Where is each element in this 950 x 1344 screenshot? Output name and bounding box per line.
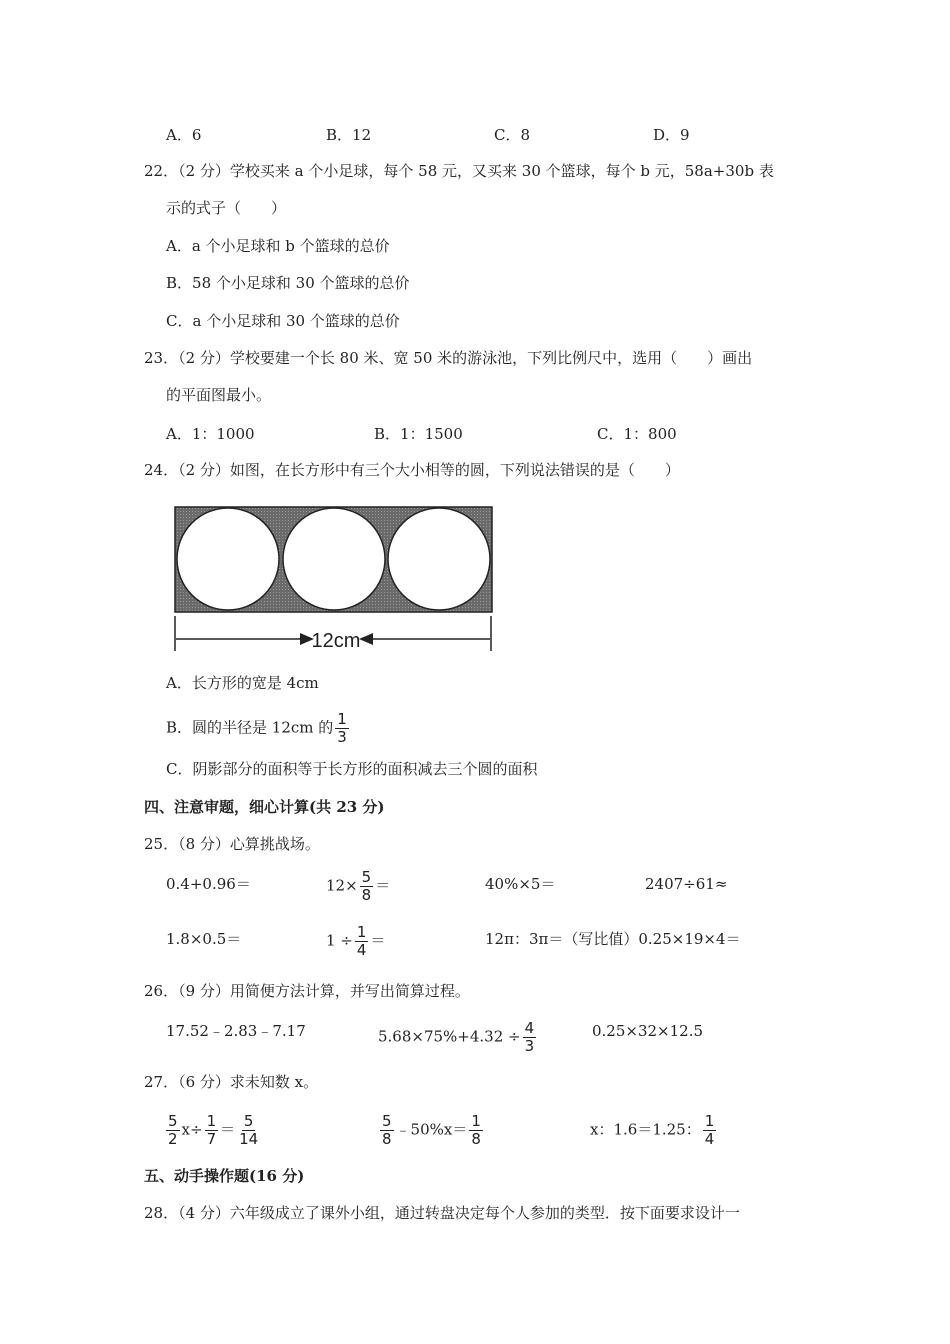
q27-stem: 27．（6 分）求未知数 x。 — [144, 1073, 319, 1091]
figure-width-label: 12cm — [311, 630, 361, 652]
q23-option-a: A．1：1000 — [166, 425, 255, 443]
circle-right — [388, 508, 490, 610]
q23-option-c: C．1：800 — [597, 425, 677, 443]
q22-option-c: C．a 个小足球和 30 个篮球的总价 — [166, 312, 400, 330]
q24-option-b — [166, 712, 351, 745]
q25-r1c4: 2407÷61≈ — [645, 875, 728, 893]
q25-r1c2: 12× $\frac{5}{8}$ ＝ — [326, 868, 391, 904]
q25-r2c2: 1 ÷ $\frac{1}{4}$ ＝ — [326, 923, 386, 959]
q25-stem: 25．（8 分）心算挑战场。 — [144, 835, 320, 853]
q23-stem-line1: 23．（2 分）学校要建一个长 80 米、宽 50 米的游泳池，下列比例尺中，选用（ ）画出 — [144, 349, 753, 367]
q25-r2c3: 12π：3π＝（写比值）0.25×19×4＝ — [485, 930, 741, 948]
q21-option-c: C．8 — [494, 126, 531, 144]
q22-option-a: A．a 个小足球和 b 个篮球的总价 — [166, 237, 390, 255]
q23-stem-line2: 的平面图最小。 — [166, 386, 272, 404]
q25-r2c1: 1.8×0.5＝ — [166, 930, 242, 948]
q23-option-b: B．1：1500 — [374, 425, 463, 443]
circle-middle — [283, 508, 385, 610]
q26-stem: 26．（9 分）用简便方法计算，并写出简算过程。 — [144, 982, 470, 1000]
q24-option-b-text: B．圆的半径是 12cm 的 — [166, 718, 334, 737]
q26-c1: 17.52﹣2.83﹣7.17 — [166, 1022, 306, 1040]
q24-option-c: C．阴影部分的面积等于长方形的面积减去三个圆的面积 — [166, 760, 538, 778]
q21-option-a: A．6 — [166, 126, 202, 144]
q27-eq1: $\frac{5}{2}$ x÷ $\frac{1}{7}$ ＝ $\frac{5}{14}$ — [168, 1112, 259, 1148]
section-4-title: 四、注意审题，细心计算(共 23 分) — [144, 798, 385, 816]
fraction-one-third: $\frac{1}{3}$ — [337, 710, 347, 746]
q21-option-d: D．9 — [653, 126, 690, 144]
q24-option-a: A．长方形的宽是 4cm — [166, 674, 319, 692]
q25-r1c1: 0.4+0.96＝ — [166, 875, 251, 893]
q27-eq2: $\frac{5}{8}$ ﹣50%x＝ $\frac{1}{8}$ — [382, 1112, 481, 1148]
q22-option-b: B．58 个小足球和 30 个篮球的总价 — [166, 274, 410, 292]
q25-r1c3: 40%×5＝ — [485, 875, 556, 893]
q26-c3: 0.25×32×12.5 — [592, 1022, 704, 1040]
q27-eq3: x：1.6＝1.25： $\frac{1}{4}$ — [590, 1112, 715, 1148]
circle-left — [177, 508, 279, 610]
q24-stem: 24．（2 分）如图，在长方形中有三个大小相等的圆，下列说法错误的是（ ） — [144, 461, 680, 479]
q22-stem-line2: 示的式子（ ） — [166, 199, 287, 217]
q28-stem: 28．（4 分）六年级成立了课外小组，通过转盘决定每个人参加的类型．按下面要求设计一 — [144, 1204, 740, 1222]
circles-in-rectangle-figure — [168, 505, 498, 655]
section-5-title: 五、动手操作题(16 分) — [144, 1167, 305, 1185]
q26-c2: 5.68×75%+4.32 ÷ $\frac{4}{3}$ — [378, 1019, 535, 1055]
q21-option-b: B．12 — [326, 126, 372, 144]
q22-stem-line1: 22．（2 分）学校买来 a 个小足球，每个 58 元，又买来 30 个篮球，每个 b 元，58a+30b 表 — [144, 162, 774, 180]
